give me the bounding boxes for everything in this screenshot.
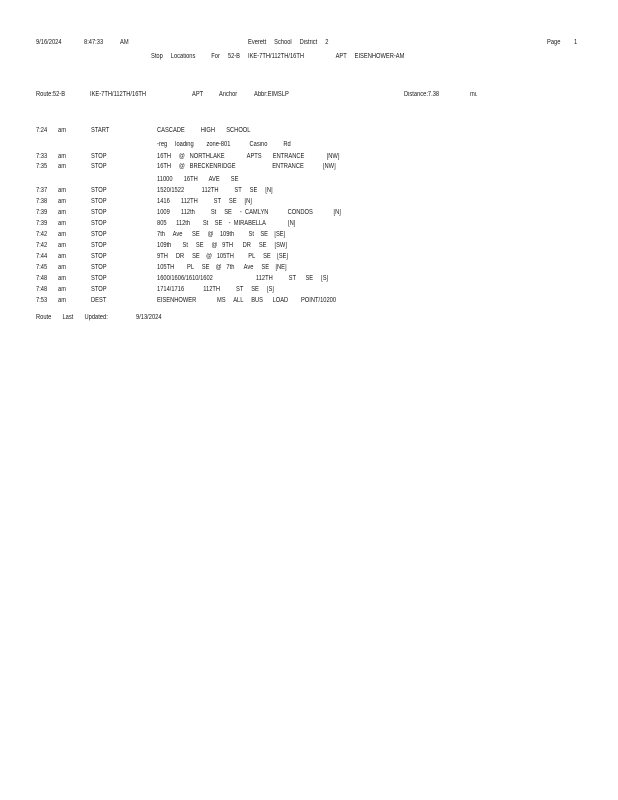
- stop-time: 7:42: [36, 242, 48, 249]
- stop-location: 11000 16TH AVE SE: [157, 176, 239, 183]
- stop-time: 7:33: [36, 153, 48, 160]
- stop-location: 1416 112TH ST SE [N]: [157, 198, 252, 205]
- stop-location: CASCADE HIGH SCHOOL: [157, 127, 251, 134]
- stop-time: 7:35: [36, 163, 48, 170]
- stop-time: 7:39: [36, 220, 48, 227]
- distance-unit: mi.: [470, 91, 478, 98]
- stop-location: EISENHOWER MS ALL BUS LOAD POINT/10200: [157, 297, 337, 304]
- stop-time: 7:37: [36, 187, 48, 194]
- stop-location: 105TH PL SE @ 7th Ave SE [NE]: [157, 264, 287, 271]
- stop-type: STOP: [91, 242, 107, 249]
- stop-location: -reg loading zone-801 Casino Rd: [157, 141, 291, 148]
- stop-ampm: am: [58, 297, 66, 304]
- stop-type: START: [91, 127, 110, 134]
- stop-location: 1600/1606/1610/1602 112TH ST SE [S]: [157, 275, 329, 282]
- stop-time: 7:44: [36, 253, 48, 260]
- route-apt: APT: [192, 91, 204, 98]
- stop-time: 7:24: [36, 127, 48, 134]
- report-date: 9/16/2024: [36, 39, 62, 46]
- stop-type: DEST: [91, 297, 107, 304]
- last-updated-date: 9/13/2024: [136, 314, 162, 321]
- stop-ampm: am: [58, 163, 66, 170]
- route-distance: Distance:7.38: [404, 91, 440, 98]
- stop-ampm: am: [58, 127, 66, 134]
- stop-type: STOP: [91, 198, 107, 205]
- stop-location: 7th Ave SE @ 109th St SE [SE]: [157, 231, 286, 238]
- report-ampm: AM: [120, 39, 129, 46]
- stop-type: STOP: [91, 163, 107, 170]
- stop-ampm: am: [58, 198, 66, 205]
- stop-ampm: am: [58, 253, 66, 260]
- stop-type: STOP: [91, 253, 107, 260]
- last-updated-label: Route Last Updated:: [36, 314, 108, 321]
- stop-location: 1714/1716 112TH ST SE [S]: [157, 286, 274, 293]
- stop-ampm: am: [58, 275, 66, 282]
- stop-location: 9TH DR SE @ 105TH PL SE [SE]: [157, 253, 288, 260]
- stop-time: 7:48: [36, 286, 48, 293]
- stop-ampm: am: [58, 220, 66, 227]
- page-label: Page: [547, 39, 561, 46]
- stop-location: 16TH @ NORTHLAKE APTS ENTRANCE [NW]: [157, 153, 340, 160]
- page-number: 1: [574, 39, 578, 46]
- stop-type: STOP: [91, 275, 107, 282]
- stop-ampm: am: [58, 209, 66, 216]
- stop-ampm: am: [58, 153, 66, 160]
- stop-type: STOP: [91, 264, 107, 271]
- stop-type: STOP: [91, 220, 107, 227]
- stop-ampm: am: [58, 264, 66, 271]
- stop-time: 7:39: [36, 209, 48, 216]
- route-id: Route:52-B: [36, 91, 66, 98]
- stop-location: 805 112th St SE - MIRABELLA [N]: [157, 220, 296, 227]
- stop-location: 16TH @ BRECKENRIDGE ENTRANCE [NW]: [157, 163, 336, 170]
- stop-type: STOP: [91, 153, 107, 160]
- stop-time: 7:53: [36, 297, 48, 304]
- stop-time: 7:48: [36, 275, 48, 282]
- stop-ampm: am: [58, 286, 66, 293]
- stop-ampm: am: [58, 231, 66, 238]
- stop-type: STOP: [91, 231, 107, 238]
- stop-time: 7:45: [36, 264, 48, 271]
- stop-location: 1009 112th St SE - CAMLYN CONDOS [N]: [157, 209, 341, 216]
- district-title: Everett School District 2: [248, 39, 329, 46]
- stop-type: STOP: [91, 187, 107, 194]
- stop-location: 1520/1522 112TH ST SE [N]: [157, 187, 273, 194]
- route-name: IKE-7TH/112TH/16TH: [90, 91, 147, 98]
- stop-time: 7:42: [36, 231, 48, 238]
- stop-type: STOP: [91, 286, 107, 293]
- stop-type: STOP: [91, 209, 107, 216]
- stop-ampm: am: [58, 187, 66, 194]
- route-anchor: Anchor: [219, 91, 238, 98]
- stop-ampm: am: [58, 242, 66, 249]
- report-time: 8:47:33: [84, 39, 104, 46]
- route-abbr: Abbr:EIMSLP: [254, 91, 289, 98]
- stop-location: 109th St SE @ 9TH DR SE [SW]: [157, 242, 287, 249]
- stop-time: 7:38: [36, 198, 48, 205]
- report-subtitle: Stop Locations For 52-B IKE-7TH/112TH/16TH APT EISENHOWER-AM: [151, 53, 405, 60]
